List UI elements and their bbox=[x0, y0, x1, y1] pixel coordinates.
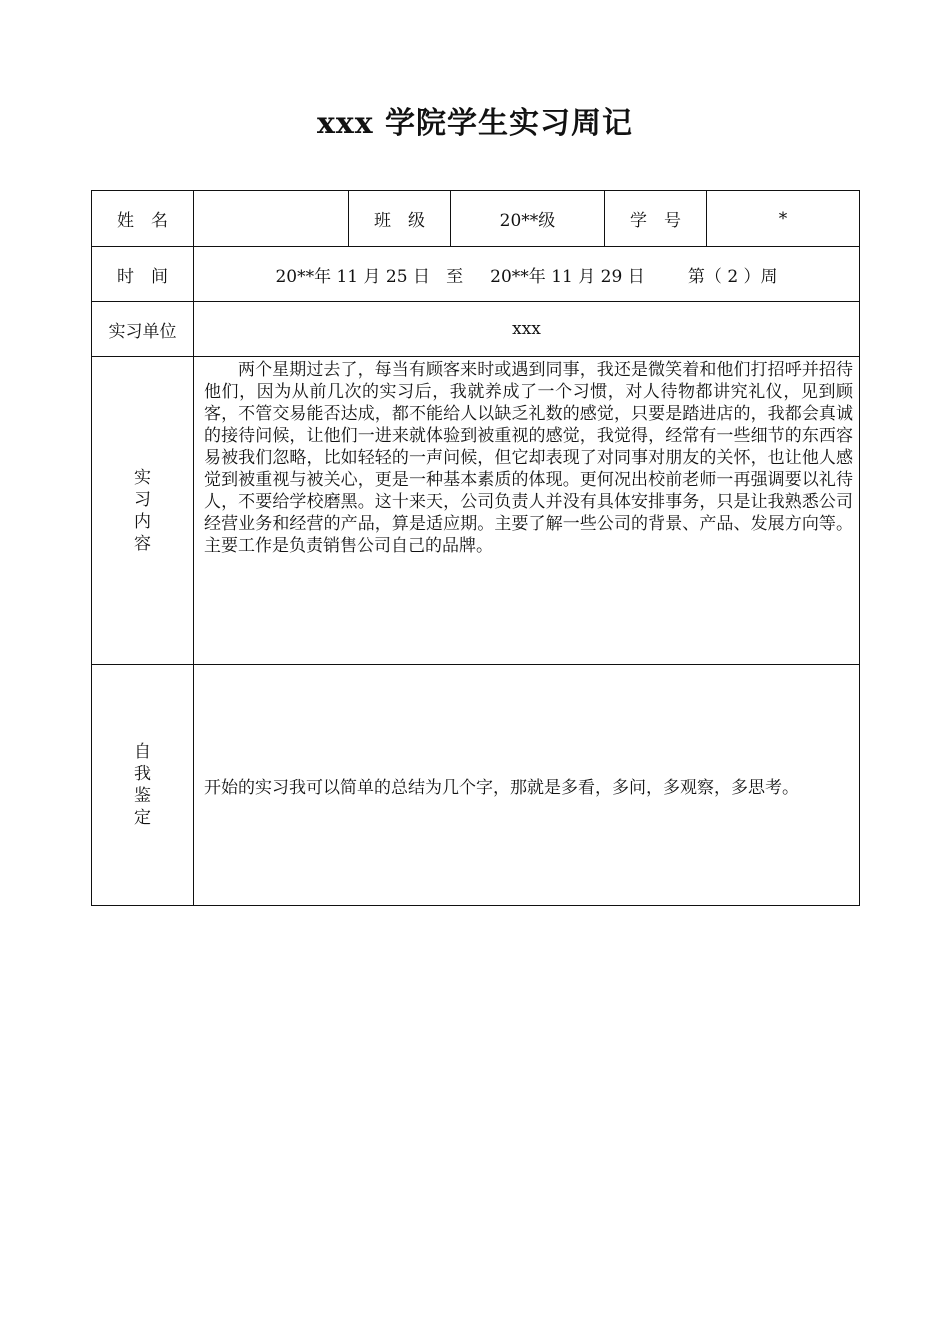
time-field[interactable] bbox=[194, 247, 860, 302]
student-id-label: 学 号 bbox=[605, 191, 707, 247]
evaluation-label: 自我鉴定 bbox=[134, 742, 151, 828]
evaluation-field[interactable] bbox=[194, 665, 860, 906]
unit-label: 实习单位 bbox=[92, 302, 194, 357]
time-label: 时 间 bbox=[92, 247, 194, 302]
time-value: 20**年 11 月 25 日 至 20**年 11 月 29 日 第（ 2 ）周 bbox=[275, 266, 778, 287]
evaluation-label-cell bbox=[92, 665, 194, 906]
content-field[interactable] bbox=[194, 357, 860, 665]
content-label-cell bbox=[92, 357, 194, 665]
content-text: 两个星期过去了，每当有顾客来时或遇到同事，我还是微笑着和他们打招呼并招待他们，因为从前几次的实习后，我就养成了一个习惯，对人待物都讲究礼仪，见到顾客，不管交易能否达成，都不能给人以缺乏礼数的感觉，只要是踏进店的，我都会真诚的接待问候，让他们一进来就体验到被重视的感觉，我觉得，经常有一些细节的东西容易被我们忽略，比如轻轻的一声问候，但它却表现了对同事对朋友的关怀，也让他人感觉到被重视与被关心，更是一种基本素质的体现。更何况出校前老师一再强调要以礼待人，不要给学校磨黑。这十来天，公司负责人并没有具体安排事务，只是让我熟悉公司经营业务和经营的产品，算是适应期。主要了解一些公司的背景、产品、发展方向等。主要工作是负责销售公司自己的品牌。 bbox=[204, 360, 853, 556]
content-label: 实习内容 bbox=[134, 467, 151, 554]
form-row-unit bbox=[92, 302, 860, 357]
evaluation-text: 开始的实习我可以简单的总结为几个字，那就是多看，多问，多观察，多思考。 bbox=[204, 777, 799, 798]
student-id-field[interactable]: * bbox=[707, 191, 860, 247]
page-title: xxx 学院学生实习周记 bbox=[316, 106, 634, 141]
internship-weekly-form bbox=[91, 190, 860, 906]
class-field[interactable]: 20**级 bbox=[451, 191, 605, 247]
form-row-evaluation bbox=[92, 665, 860, 906]
form-row-content bbox=[92, 357, 860, 665]
form-row-student-info bbox=[92, 191, 860, 247]
class-label: 班 级 bbox=[349, 191, 451, 247]
name-field[interactable] bbox=[194, 191, 349, 247]
name-label: 姓 名 bbox=[92, 191, 194, 247]
unit-field[interactable]: xxx bbox=[194, 302, 860, 357]
form-row-time bbox=[92, 247, 860, 302]
